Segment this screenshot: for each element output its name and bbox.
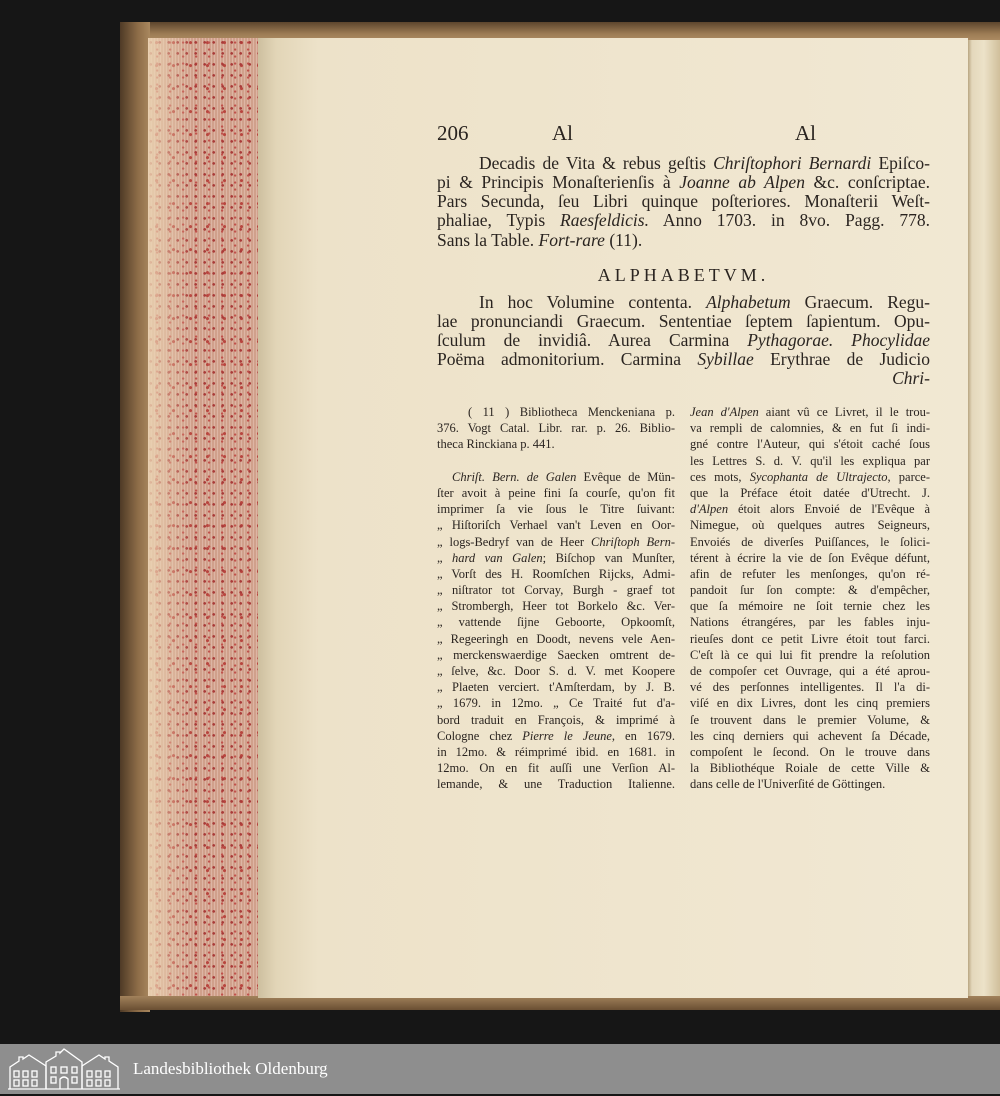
text-line [437, 614, 675, 630]
roman-text: Graecum. Regu- [790, 291, 930, 312]
roman-text: 376. Vogt Catal. Libr. rar. p. 26. Biblio- [437, 421, 675, 436]
roman-text: „ Regeeringh en Doodt, nevens vele Aen- [437, 631, 675, 646]
roman-text: vé des perſonnes intelligentes. Il l'a di- [690, 680, 930, 695]
italic-text: Chriſtophori Bernardi [713, 152, 872, 173]
library-building-icon [6, 1047, 122, 1091]
roman-text: rieuſes dont ce petit Livre étoit tout farci. [690, 631, 930, 646]
roman-text: la Bibliothéque Roiale de cette Ville & [690, 761, 930, 776]
library-name: Landesbibliothek Oldenburg [133, 1059, 328, 1078]
text-line [437, 728, 675, 744]
roman-text: Envoiés de diverſes Puiſſances, le ſolici- [690, 534, 930, 549]
sprinkled-page-edges [148, 38, 260, 998]
text-line [690, 614, 930, 630]
roman-text: , parce- [887, 469, 930, 484]
roman-text: phaliae, Typis [437, 210, 561, 231]
roman-text: térent à écrire la vie de ſon Evêque défunt, [690, 550, 930, 565]
roman-text: de compoſer cet Ouvrage, qui a été aprou- [690, 664, 930, 678]
italic-text: Sycophanta de Ultrajecto [749, 469, 888, 484]
text-line [690, 469, 930, 485]
roman-text: Pars Secunda, ſeu Libri quinque poſteriores. Monaſterii Weſt- [437, 191, 930, 212]
italic-text: Sybillae [697, 348, 754, 369]
text-line [437, 485, 675, 501]
text-line [437, 712, 675, 728]
text-line [437, 350, 930, 369]
text-line [479, 154, 930, 173]
roman-text: „ Hiſtoriſch Verhael van't Leven en Oor- [437, 518, 675, 533]
text-line [437, 679, 675, 695]
roman-text: que la Préface étoit datée d'Utrecht. J. [690, 485, 930, 500]
roman-text: étoit alors Envoié de l'Evêque à [728, 502, 930, 517]
roman-text: Erythrae de Judicio [753, 348, 931, 369]
entry-alphabetum-paragraph [437, 293, 930, 388]
footnote-reference [437, 404, 675, 453]
text-line [690, 485, 930, 501]
book-cover-bottom-edge [120, 996, 1000, 1010]
italic-text: Chriſt. Bern. de Galen [452, 469, 577, 484]
text-line [437, 436, 675, 452]
text-line [437, 744, 675, 760]
roman-text: in 12mo. & réimprimé ibid. en 1681. in [437, 744, 675, 759]
roman-text: bord traduit en François, & imprimé à [437, 712, 675, 727]
text-line [437, 598, 675, 614]
text-line [437, 312, 930, 331]
roman-text: „ ſelve, &c. Door S. d. V. met Koopere [437, 664, 675, 679]
text-line [690, 453, 930, 469]
italic-text: d'Alpen [690, 502, 729, 517]
text-line [437, 173, 930, 192]
roman-text: Nimegue, où quelques autres Seigneurs, [690, 518, 930, 533]
roman-text: aiant vû ce Livret, il le trou- [758, 405, 930, 419]
roman-text: theca Rinckiana p. 441. [437, 437, 555, 452]
roman-text: gné contre l'Auteur, qui s'étoit caché ſous [690, 437, 930, 452]
roman-text: imprimer ſa vie ſous le Titre ſuivant: [437, 502, 675, 517]
roman-text: ſe trouvent dans le premier Volume, & [690, 712, 930, 727]
footnote-commentary-right [690, 404, 930, 793]
text-line [690, 776, 930, 792]
roman-text: Nations étrangéres, par les fables inju- [690, 615, 930, 630]
roman-text: „ vattende ſijne Geboorte, Opkoomſt, [437, 615, 675, 630]
roman-text: les Lettres S. d. V. qu'il les expliqua par [690, 453, 930, 468]
roman-text: viſé en dix Livres, dont les cinq premiers [690, 696, 930, 711]
roman-text: „ [437, 550, 452, 565]
text-line [690, 420, 930, 436]
text-line [437, 420, 675, 436]
roman-text: „ niſtrator tot Corvay, Burgh - graef tot [437, 583, 675, 598]
roman-text [833, 330, 851, 350]
text-line [690, 647, 930, 663]
roman-text: ces mots, [690, 469, 750, 484]
roman-text: ( 11 ) Bibliotheca Menckeniana p. [468, 405, 675, 419]
roman-text: Evêque de Mün- [576, 469, 676, 484]
text-line [690, 663, 930, 679]
roman-text: In hoc Volumine contenta. [479, 291, 707, 312]
text-line [690, 501, 930, 517]
roman-text: Poëma admonitorium. Carmina [437, 348, 698, 369]
roman-text: compoſent le ſecond. On le trouve dans [690, 744, 930, 759]
text-line [690, 404, 930, 420]
roman-text: „ Plaeten verciert. t'Amſterdam, by J. B. [437, 680, 675, 695]
text-line [437, 550, 675, 566]
text-line [437, 192, 930, 211]
roman-text: 12mo. On en fit auſſi une Verſion Al- [437, 761, 675, 776]
roman-text: ſter avoit à peine fini ſa courſe, qu'on fit [437, 485, 675, 500]
entry-heading: ALPHABETVM. [597, 265, 770, 285]
text-line [437, 517, 675, 533]
roman-text: lemande, & une Traduction Italienne. [437, 777, 675, 792]
roman-text: que ſa mémoire ne ſoit ternie chez les [690, 599, 930, 614]
italic-text: Chri- [892, 367, 930, 388]
entry-decadis-paragraph [437, 154, 930, 250]
text-line [437, 695, 675, 711]
text-line [437, 331, 930, 350]
roman-text: Epiſco- [871, 152, 930, 173]
text-line [690, 582, 930, 598]
italic-text: Chriſtoph Bern- [590, 534, 675, 549]
running-head-right: Al [795, 121, 816, 145]
text-line [437, 369, 930, 388]
roman-text: , en 1679. [611, 728, 675, 743]
page-number: 206 [437, 121, 469, 145]
italic-text: hard van Galen [452, 550, 543, 565]
text-line [690, 517, 930, 533]
text-line [690, 566, 930, 582]
text-line [690, 550, 930, 566]
roman-text: dans celle de l'Univerſité de Göttingen. [690, 777, 886, 792]
italic-text: Fort-rare [538, 229, 605, 250]
roman-text: va rempli de calomnies, & en fut ſi indi- [690, 421, 930, 436]
roman-text: Sans la Table. [437, 229, 539, 250]
roman-text: C'eſt là ce qui lui fit prendre la reſolution [690, 647, 930, 662]
text-line [690, 534, 930, 550]
text-line [690, 436, 930, 452]
roman-text: Cologne chez [437, 728, 523, 743]
roman-text: Decadis de Vita & rebus geſtis [479, 152, 714, 173]
library-footer-bar [0, 1044, 1000, 1094]
text-line [690, 712, 930, 728]
roman-text: Anno 1703. in 8vo. Pagg. 778. [648, 210, 930, 231]
text-line [690, 760, 930, 776]
text-line [468, 404, 675, 420]
roman-text: ſculum de invidiâ. Aurea Carmina [437, 329, 748, 350]
roman-text: „ Strombergh, Heer tot Borkelo &c. Ver- [437, 599, 675, 614]
italic-text: Pierre le Jeune [522, 728, 612, 743]
text-line [437, 776, 675, 792]
text-line [437, 760, 675, 776]
facing-page-edge [968, 40, 1000, 996]
roman-text: pi & Principis Monaſterienſis à [437, 171, 680, 192]
text-line [690, 728, 930, 744]
text-line [437, 534, 675, 550]
roman-text: pandoit ſur ſon compte: & d'empêcher, [690, 583, 930, 598]
text-line [437, 582, 675, 598]
text-line [690, 631, 930, 647]
text-line [437, 566, 675, 582]
roman-text: „ logs-Bedryf van de Heer [437, 534, 591, 549]
footnote-commentary-left [437, 469, 675, 793]
text-line [690, 679, 930, 695]
italic-text: Jean d'Alpen [690, 405, 759, 419]
text-line [437, 647, 675, 663]
running-head-left: Al [552, 121, 573, 145]
text-line [437, 211, 930, 230]
roman-text: „ 1679. in 12mo. „ Ce Traité fut d'a- [437, 696, 675, 711]
roman-text: „ Vorſt des H. Roomſchen Rijcks, Admi- [437, 566, 675, 581]
italic-text: Phocylidae [851, 329, 930, 350]
roman-text: afin de refuter les menſonges, qu'on ré- [690, 566, 930, 581]
text-line [437, 631, 675, 647]
text-line [452, 469, 675, 485]
roman-text: (11). [604, 229, 643, 250]
italic-text: Raesfeldicis. [560, 210, 649, 231]
roman-text: „ merckenswaerdige Saecken omtrent de- [437, 647, 675, 662]
roman-text: &c. conſcriptae. [804, 171, 930, 192]
text-line [690, 598, 930, 614]
text-line [437, 663, 675, 679]
text-line [437, 231, 930, 250]
italic-text: Joanne ab Alpen [679, 171, 805, 192]
italic-text: Pythagorae. [747, 329, 834, 350]
text-line [690, 695, 930, 711]
text-line [437, 501, 675, 517]
italic-text: Alphabetum [706, 291, 791, 312]
text-line [690, 744, 930, 760]
roman-text: ; Biſchop van Munſter, [542, 550, 675, 565]
text-line [479, 293, 930, 312]
roman-text: les cinq derniers qui achevent ſa Décade, [690, 728, 930, 743]
roman-text: lae pronunciandi Graecum. Sententiae ſeptem ſapientum. Opu- [437, 310, 930, 331]
book-cover-left-board [120, 22, 150, 1012]
